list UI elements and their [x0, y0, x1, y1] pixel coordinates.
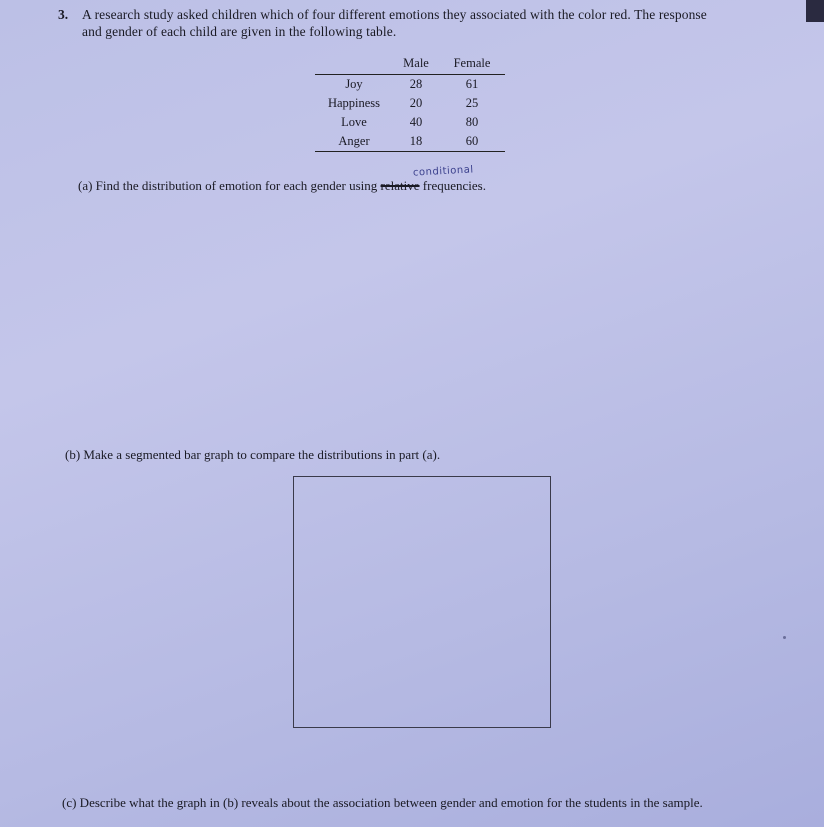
male-count: 20 [409, 96, 423, 110]
female-count: 60 [439, 132, 505, 152]
question-text-line-1: A research study asked children which of four different emotions they associated with the color red. The response [82, 7, 707, 22]
male-count: 28 [409, 77, 423, 91]
table-row [315, 113, 505, 132]
question-text-line-2: and gender of each child are given in the following table. [82, 24, 397, 39]
table-header-blank [315, 55, 393, 75]
female-count: 25 [465, 96, 479, 110]
handwritten-note: conditional [412, 164, 474, 179]
emotion-label: Love [341, 115, 367, 129]
table-header-row [315, 55, 505, 75]
part-a-prefix: (a) Find the distribution of emotion for each gender using [78, 178, 381, 193]
table-header-female: Female [439, 55, 505, 75]
part-a-suffix: frequencies. [419, 178, 486, 193]
emotion-gender-table [315, 55, 505, 152]
table-row [315, 132, 505, 152]
female-count: 80 [465, 115, 479, 129]
male-count: 18 [393, 132, 439, 152]
table-header-male: Male [393, 55, 439, 75]
paper-speck [783, 636, 786, 639]
male-count: 40 [409, 115, 423, 129]
struck-word: relative [380, 178, 420, 193]
part-a-prompt [78, 178, 486, 194]
emotion-label: Joy [345, 77, 363, 91]
part-b-prompt: (b) Make a segmented bar graph to compare the distributions in part (a). [65, 447, 441, 462]
female-count: 61 [465, 77, 479, 91]
emotion-label: Happiness [327, 96, 381, 110]
graph-answer-box [293, 476, 551, 728]
photo-corner-edge [806, 0, 824, 22]
emotion-label: Anger [315, 132, 393, 152]
question-number: 3. [58, 7, 69, 22]
table-row [315, 75, 505, 95]
table-row [315, 94, 505, 113]
part-c-prompt: (c) Describe what the graph in (b) reveals about the association between gender and emotion for the students in the sample. [62, 795, 703, 810]
